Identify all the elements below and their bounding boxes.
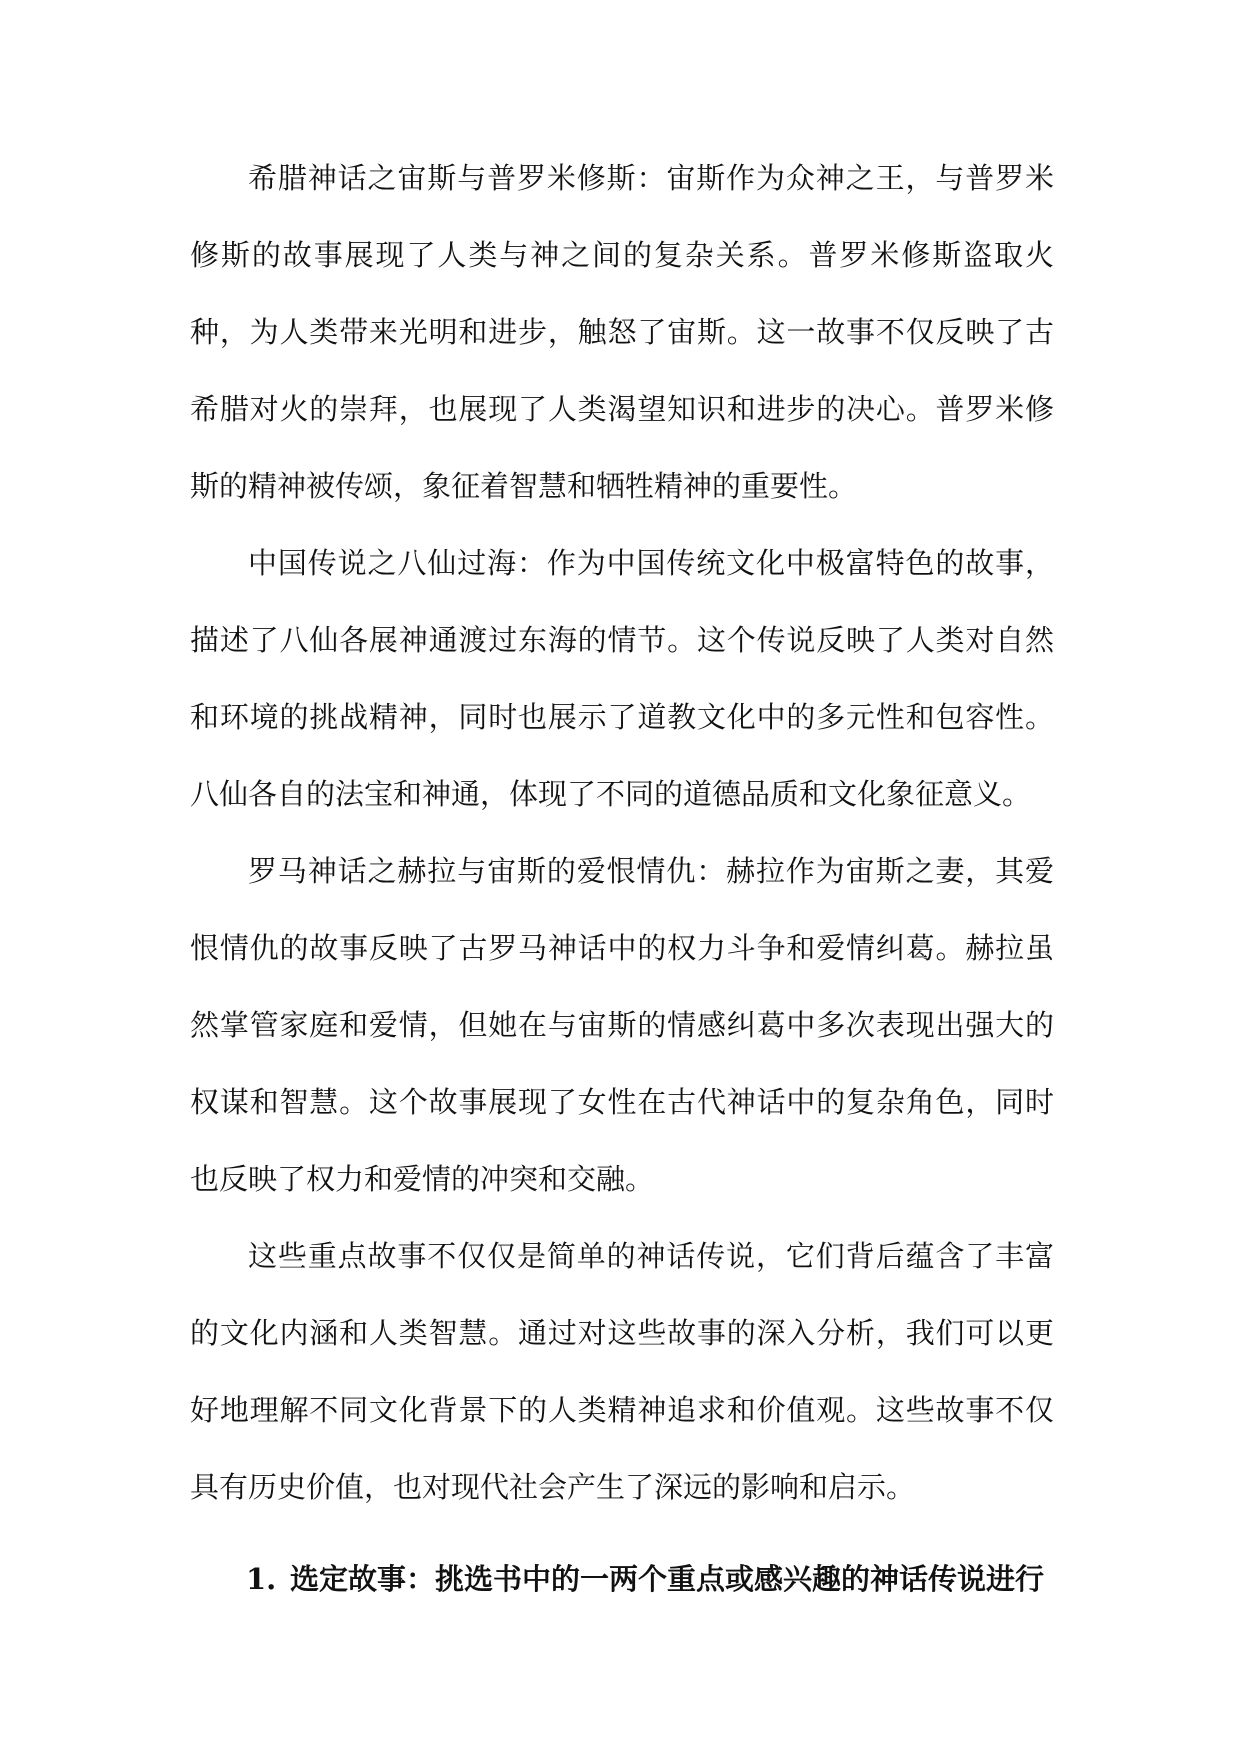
- paragraph-hera-zeus: 罗马神话之赫拉与宙斯的爱恨情仇：赫拉作为宙斯之妻，其爱恨情仇的故事反映了古罗马神话中的权力斗争和爱情纠葛。赫拉虽然掌管家庭和爱情，但她在与宙斯的情感纠葛中多次表现出强大的权谋和智慧。这个故事展现了女性在古代神话中的复杂角色，同时也反映了权力和爱情的冲突和交融。: [190, 854, 1054, 1196]
- paragraph-zeus-prometheus: 希腊神话之宙斯与普罗米修斯：宙斯作为众神之王，与普罗米修斯的故事展现了人类与神之间的复杂关系。普罗米修斯盗取火种，为人类带来光明和进步，触怒了宙斯。这一故事不仅反映了古希腊对火的崇拜，也展现了人类渴望知识和进步的决心。普罗米修斯的精神被传颂，象征着智慧和牺牲精神的重要性。: [190, 161, 1054, 503]
- heading-text: 选定故事：挑选书中的一两个重点或感兴趣的神话传说进行: [290, 1562, 1045, 1596]
- paragraph-summary: 这些重点故事不仅仅是简单的神话传说，它们背后蕴含了丰富的文化内涵和人类智慧。通过对这些故事的深入分析，我们可以更好地理解不同文化背景下的人类精神追求和价值观。这些故事不仅具有历史价值，也对现代社会产生了深远的影响和启示。: [190, 1239, 1054, 1504]
- heading-number: 1.: [246, 1562, 277, 1596]
- paragraph-eight-immortals: 中国传说之八仙过海：作为中国传统文化中极富特色的故事，描述了八仙各展神通渡过东海的情节。这个传说反映了人类对自然和环境的挑战精神，同时也展示了道教文化中的多元性和包容性。八仙各自的法宝和神通，体现了不同的道德品质和文化象征意义。: [190, 546, 1054, 811]
- numbered-heading: [190, 1541, 1054, 1618]
- document-body: [190, 140, 1054, 1618]
